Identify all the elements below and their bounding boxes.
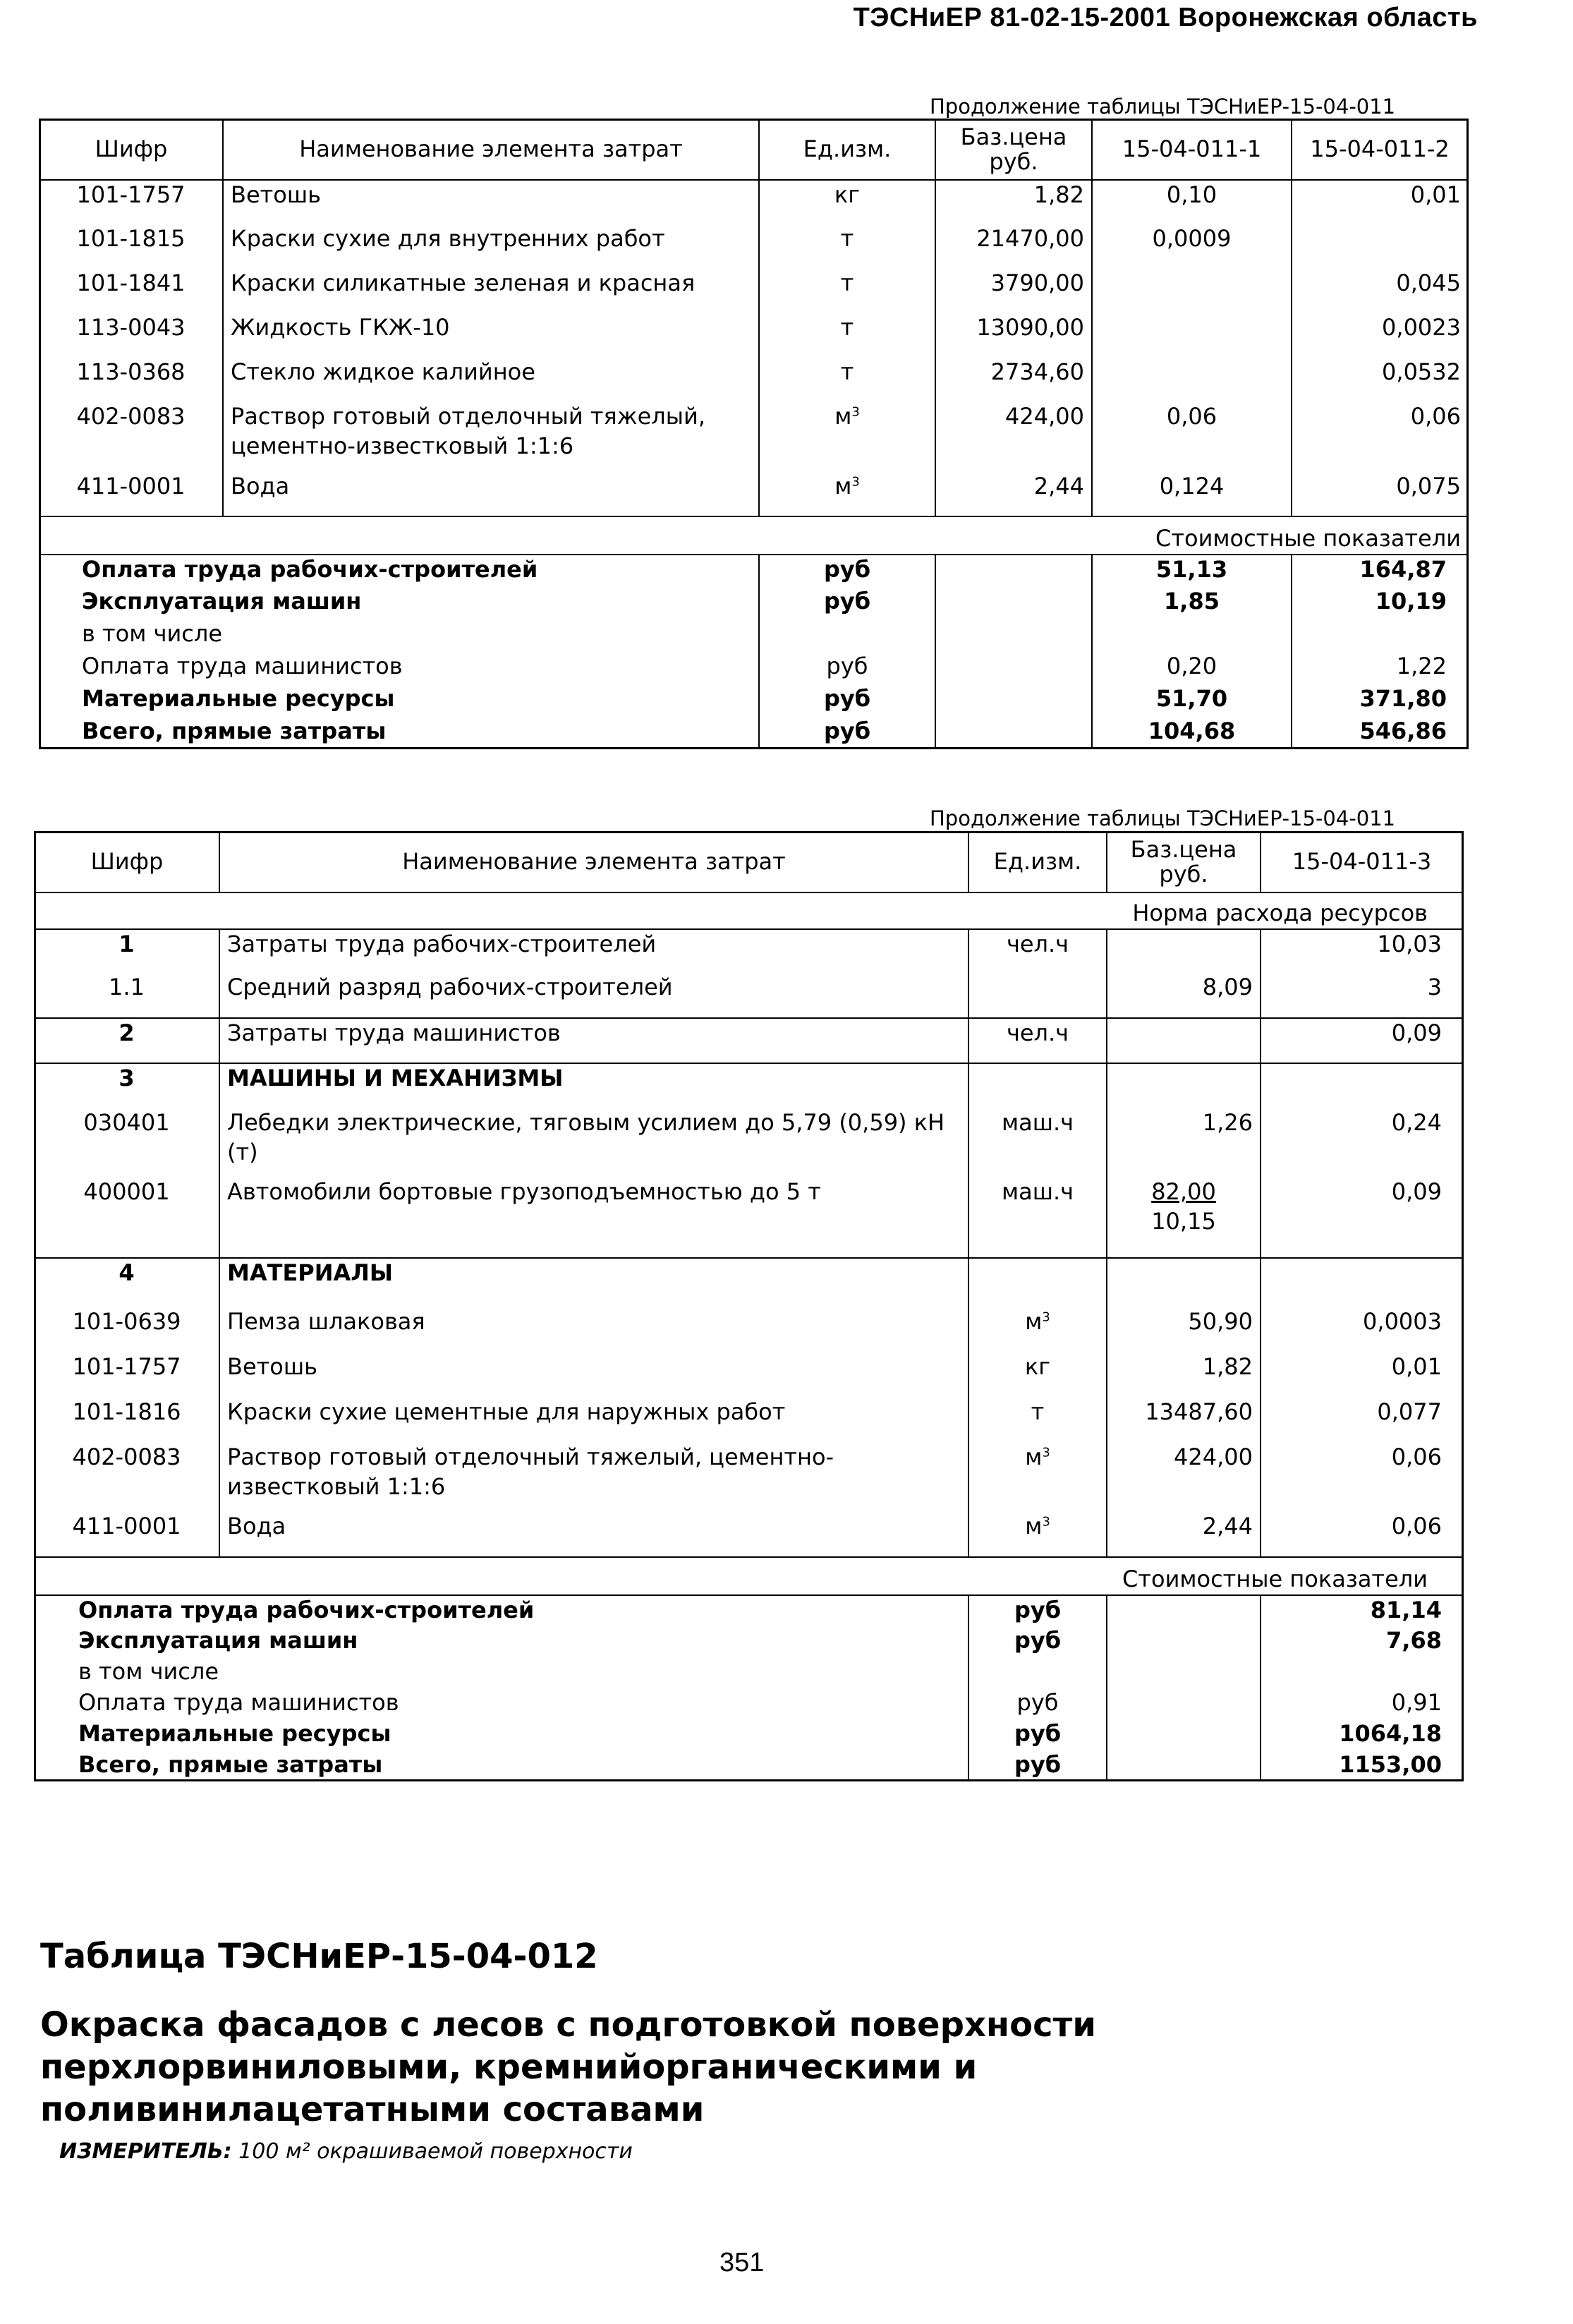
norm-band-label: Норма расхода ресурсов: [35, 892, 1463, 929]
cell-code: 101-1815: [40, 224, 223, 269]
cell-code: 101-1757: [40, 180, 223, 224]
cell-code: 113-0368: [40, 358, 223, 402]
cell-unit: т: [759, 224, 935, 269]
cell-price: 8,09: [1107, 973, 1261, 1018]
table-row: [35, 1352, 1463, 1398]
cost-band-label: Стоимостные показатели: [40, 516, 1468, 555]
cost-value-1: 0,20: [1092, 652, 1292, 684]
cell-code: 101-1757: [35, 1352, 219, 1398]
table-row: [35, 1178, 1463, 1258]
cell-name: МАТЕРИАЛЫ: [219, 1258, 968, 1307]
cost-price: [1107, 1626, 1261, 1657]
cell-name: Раствор готовый отделочный тяжелый, цементно-известковый 1:1:6: [223, 402, 759, 472]
cost-value-1: 0,91: [1391, 1689, 1442, 1716]
cell-price: 2,44: [1107, 1512, 1261, 1557]
header-price: Баз.цена руб.: [1107, 832, 1261, 892]
header-code: Шифр: [40, 119, 223, 180]
cell-code: 2: [35, 1018, 219, 1063]
cell-price: 3790,00: [935, 269, 1092, 313]
table-row: [35, 1018, 1463, 1063]
cell-name: МАШИНЫ И МЕХАНИЗМЫ: [219, 1063, 968, 1108]
table1: [39, 119, 1469, 749]
table-row: [35, 929, 1463, 973]
cost-value-1: 104,68: [1092, 717, 1292, 749]
cell-unit: $м^3$: [759, 402, 935, 472]
cell-name: Жидкость ГКЖ-10: [223, 313, 759, 358]
cell-price: 2734,60: [935, 358, 1092, 402]
cost-name: Оплата труда машинистов: [40, 652, 759, 684]
cell-value-1: 0,10: [1092, 180, 1292, 224]
header-unit: Ед.изм.: [759, 119, 935, 180]
cell-unit: [968, 973, 1107, 1018]
cell-unit: чел.ч: [968, 1018, 1107, 1063]
cell-name: Краски силикатные зеленая и красная: [223, 269, 759, 313]
cell-price: 1,26: [1107, 1108, 1261, 1178]
cell-value-1: 10,03: [1377, 931, 1442, 957]
cell-code: 402-0083: [40, 402, 223, 472]
cell-unit: $м^3$: [759, 472, 935, 516]
header-name: Наименование элемента затрат: [223, 119, 759, 180]
table-row: [40, 224, 1468, 269]
table1-header-row: [40, 119, 1468, 180]
cell-unit: $м^3$: [968, 1512, 1107, 1557]
meter-label: ИЗМЕРИТЕЛЬ:: [59, 2139, 232, 2164]
cell-value-1: 0,09: [1261, 1018, 1463, 1063]
cost-value-1: 51,13: [1092, 555, 1292, 587]
table-row: [35, 1307, 1463, 1352]
cost-name: Оплата труда рабочих-строителей: [35, 1595, 968, 1626]
cost-price: [935, 652, 1092, 684]
cost-name: в том числе: [35, 1657, 968, 1688]
cell-value-1: 0,077: [1377, 1398, 1442, 1425]
cell-name: Вода: [223, 472, 759, 516]
cell-name: Краски сухие цементные для наружных работ: [219, 1398, 968, 1443]
cell-unit: [968, 1258, 1107, 1307]
cost-unit: [759, 619, 935, 652]
cell-value-2: 0,0023: [1382, 314, 1461, 341]
cell-price: [1107, 929, 1261, 973]
cell-value-1: [1092, 313, 1292, 358]
cost-unit: руб: [759, 684, 935, 717]
cost-unit: [968, 1657, 1107, 1688]
cell-price: [1107, 1063, 1261, 1108]
cell-unit: $м^3$: [968, 1307, 1107, 1352]
cost-band-label: Стоимостные показатели: [35, 1557, 1463, 1595]
cell-value-1: 0,06: [1391, 1444, 1442, 1470]
cost-value-2: 10,19: [1375, 588, 1447, 615]
cell-code: 3: [35, 1063, 219, 1108]
cell-unit: кг: [759, 180, 935, 224]
cost-row: [40, 684, 1468, 717]
cost-row: [40, 717, 1468, 749]
cell-name: Ветошь: [223, 180, 759, 224]
cost-unit: руб: [759, 717, 935, 749]
cost-value-1: 81,14: [1370, 1597, 1442, 1623]
cost-name: Всего, прямые затраты: [35, 1750, 968, 1781]
table-row: [40, 313, 1468, 358]
cost-unit: руб: [759, 555, 935, 587]
cost-value-1: 1,85: [1092, 587, 1292, 619]
cost-row: [40, 652, 1468, 684]
cell-unit: [968, 1063, 1107, 1108]
cell-value-1: 0,124: [1092, 472, 1292, 516]
cell-value-2: [1292, 224, 1468, 269]
cell-name: Затраты труда рабочих-строителей: [219, 929, 968, 973]
cell-code: 402-0083: [35, 1443, 219, 1512]
cost-value-2: 164,87: [1359, 556, 1447, 583]
cell-name: Краски сухие для внутренних работ: [223, 224, 759, 269]
cost-value-2: 546,86: [1359, 718, 1447, 744]
cell-code: 101-0639: [35, 1307, 219, 1352]
section-heading: Окраска фасадов с лесов с подготовкой поверхности перхлорвиниловыми, кремнийорганическими и поливинилацетатными составами: [40, 2005, 1096, 2129]
header-col1: 15-04-011-3: [1261, 832, 1463, 892]
cost-value-2: 1,22: [1396, 653, 1447, 679]
cell-value-2: 0,01: [1410, 181, 1461, 208]
cell-unit: т: [759, 313, 935, 358]
table-row: [35, 1443, 1463, 1512]
cell-name: Ветошь: [219, 1352, 968, 1398]
cell-value-1: 3: [1427, 974, 1442, 1000]
table-row: [40, 269, 1468, 313]
table-row: [40, 402, 1468, 472]
cost-name: Эксплуатация машин: [40, 587, 759, 619]
cell-name: Вода: [219, 1512, 968, 1557]
table1-continuation: Продолжение таблицы ТЭСНиЕР-15-04-011: [930, 95, 1396, 119]
cell-code: 400001: [35, 1178, 219, 1258]
cell-value-2: 0,075: [1396, 473, 1461, 500]
cost-row: [35, 1626, 1463, 1657]
cell-code: 411-0001: [35, 1512, 219, 1557]
page-number: 351: [719, 2248, 765, 2277]
table-row: [35, 1398, 1463, 1443]
cell-value-1: 0,06: [1391, 1513, 1442, 1539]
cost-name: Всего, прямые затраты: [40, 717, 759, 749]
cell-name: Пемза шлаковая: [219, 1307, 968, 1352]
table-row: [35, 1258, 1463, 1307]
cost-price: [1107, 1595, 1261, 1626]
cell-value-1: [1261, 1063, 1463, 1108]
cell-unit: кг: [968, 1352, 1107, 1398]
cell-code: 113-0043: [40, 313, 223, 358]
table2-header-row: [35, 832, 1463, 892]
meter-value: 100 м² окрашиваемой поверхности: [238, 2139, 633, 2164]
cell-unit: маш.ч: [968, 1108, 1107, 1178]
cell-unit: т: [759, 358, 935, 402]
cost-price: [935, 684, 1092, 717]
cell-price: 13487,60: [1107, 1398, 1261, 1443]
cell-price: 2,44: [935, 472, 1092, 516]
header-col2: 15-04-011-2: [1292, 119, 1468, 180]
cell-price: 50,90: [1107, 1307, 1261, 1352]
cost-price: [1107, 1688, 1261, 1719]
table-title: Таблица ТЭСНиЕР-15-04-012: [40, 1937, 598, 1976]
cell-value-2: 0,0532: [1382, 358, 1461, 385]
cell-value-1: [1261, 1258, 1463, 1307]
cost-name: Оплата труда рабочих-строителей: [40, 555, 759, 587]
cell-unit: т: [759, 269, 935, 313]
norm-band: [35, 892, 1463, 929]
cell-code: 411-0001: [40, 472, 223, 516]
cell-value-2: 0,06: [1410, 403, 1461, 430]
cost-row: [35, 1750, 1463, 1781]
cost-row: [35, 1595, 1463, 1626]
cost-price: [935, 717, 1092, 749]
cell-value-1: 0,24: [1391, 1109, 1442, 1136]
cost-unit: руб: [968, 1719, 1107, 1750]
header-price: Баз.цена руб.: [935, 119, 1092, 180]
cell-name: Затраты труда машинистов: [219, 1018, 968, 1063]
cost-unit: руб: [759, 652, 935, 684]
cell-value-1: [1092, 269, 1292, 313]
table-row: [35, 1063, 1463, 1108]
cost-row: [35, 1657, 1463, 1688]
cell-value-1: 0,0009: [1092, 224, 1292, 269]
cell-value-1: 0,06: [1092, 402, 1292, 472]
cost-row: [35, 1688, 1463, 1719]
cell-price: 424,00: [1107, 1443, 1261, 1512]
table2: [34, 831, 1464, 1781]
cost-row: [40, 619, 1468, 652]
cost-row: [35, 1719, 1463, 1750]
cell-price: 21470,00: [935, 224, 1092, 269]
cell-code: 1.1: [35, 973, 219, 1018]
header-col1: 15-04-011-1: [1092, 119, 1292, 180]
cell-price: 1,82: [1107, 1352, 1261, 1398]
cell-name: Автомобили бортовые грузоподъемностью до 5 т: [219, 1178, 968, 1258]
cost-value-1: 1153,00: [1339, 1751, 1442, 1778]
cost-price: [1107, 1750, 1261, 1781]
table-row: [35, 1512, 1463, 1557]
cost-value-2: [1292, 619, 1468, 652]
table-row: [40, 472, 1468, 516]
cell-value-2: 0,045: [1396, 270, 1461, 296]
cost-value-1: [1261, 1657, 1463, 1688]
cost-band: [35, 1557, 1463, 1595]
cost-price: [935, 587, 1092, 619]
header-name: Наименование элемента затрат: [219, 832, 968, 892]
cell-value-1: 0,0003: [1363, 1308, 1442, 1335]
cell-code: 4: [35, 1258, 219, 1307]
cost-value-1: [1092, 619, 1292, 652]
cost-price: [935, 619, 1092, 652]
cost-unit: руб: [759, 587, 935, 619]
cell-price: 82,00 10,15: [1107, 1178, 1261, 1258]
cell-value-1: [1092, 358, 1292, 402]
cost-name: Материальные ресурсы: [40, 684, 759, 717]
cell-price: 1,82: [935, 180, 1092, 224]
cell-price: 13090,00: [935, 313, 1092, 358]
meter-line: [59, 2139, 633, 2164]
cost-value-1: 7,68: [1386, 1627, 1442, 1654]
cell-price: [1107, 1258, 1261, 1307]
cell-unit: т: [968, 1398, 1107, 1443]
cell-price: [1107, 1018, 1261, 1063]
cell-value-1: 0,01: [1391, 1353, 1442, 1380]
cost-value-1: 51,70: [1092, 684, 1292, 717]
cell-code: 030401: [35, 1108, 219, 1178]
cost-value-1: 1064,18: [1339, 1720, 1442, 1747]
cell-name: Лебедки электрические, тяговым усилием до 5,79 (0,59) кН (т): [219, 1108, 968, 1178]
cost-name: в том числе: [40, 619, 759, 652]
cost-unit: руб: [968, 1626, 1107, 1657]
table2-continuation: Продолжение таблицы ТЭСНиЕР-15-04-011: [930, 806, 1396, 830]
cost-unit: руб: [968, 1688, 1107, 1719]
cost-price: [1107, 1719, 1261, 1750]
cost-unit: руб: [968, 1750, 1107, 1781]
cost-unit: руб: [968, 1595, 1107, 1626]
cell-name: Стекло жидкое калийное: [223, 358, 759, 402]
cell-price: 424,00: [935, 402, 1092, 472]
cell-name: Раствор готовый отделочный тяжелый, цементно-известковый 1:1:6: [219, 1443, 968, 1512]
cost-price: [935, 555, 1092, 587]
cost-value-2: 371,80: [1359, 685, 1447, 712]
cost-band: [40, 516, 1468, 555]
cost-price: [1107, 1657, 1261, 1688]
cell-unit: маш.ч: [968, 1178, 1107, 1258]
cell-value-1: 0,09: [1391, 1178, 1442, 1205]
table-row: [40, 358, 1468, 402]
cell-name: Средний разряд рабочих-строителей: [219, 973, 968, 1018]
running-header: ТЭСНиЕР 81-02-15-2001 Воронежская область: [853, 3, 1478, 32]
cell-code: 101-1816: [35, 1398, 219, 1443]
header-unit: Ед.изм.: [968, 832, 1107, 892]
cost-name: Оплата труда машинистов: [35, 1688, 968, 1719]
header-code: Шифр: [35, 832, 219, 892]
cost-row: [40, 587, 1468, 619]
cell-unit: $м^3$: [968, 1443, 1107, 1512]
table-row: [35, 1108, 1463, 1178]
cost-name: Эксплуатация машин: [35, 1626, 968, 1657]
table-row: [35, 973, 1463, 1018]
cell-unit: чел.ч: [968, 929, 1107, 973]
cell-code: 101-1841: [40, 269, 223, 313]
table-row: [40, 180, 1468, 224]
cell-code: 1: [35, 929, 219, 973]
cost-row: [40, 555, 1468, 587]
cost-name: Материальные ресурсы: [35, 1719, 968, 1750]
